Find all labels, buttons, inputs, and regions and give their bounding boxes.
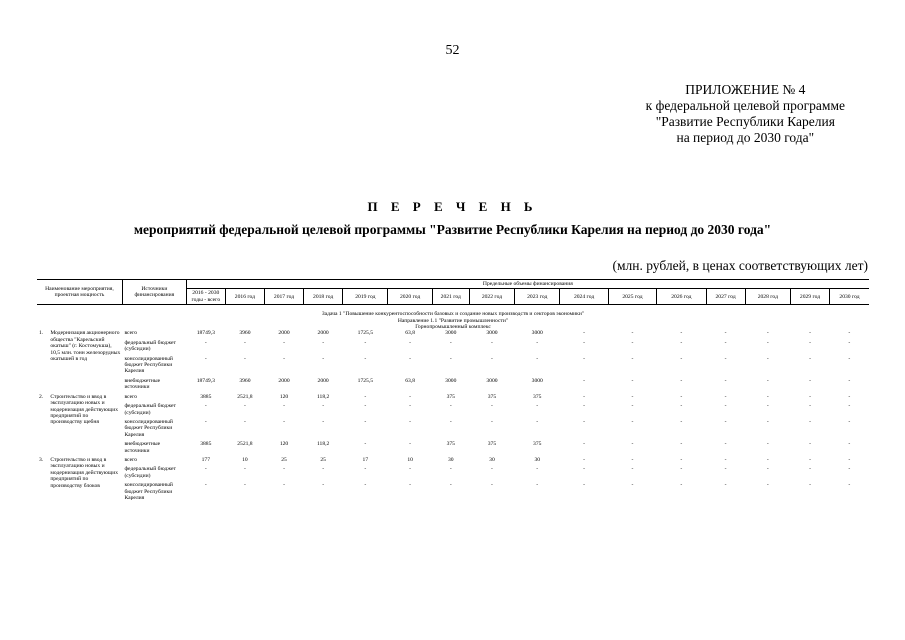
funding-source: всего [124,393,138,400]
funding-value: - [243,355,246,362]
funding-source: консолидированный бюджет Республики Карелия [124,482,173,501]
funding-value: - [364,403,367,410]
funding-value: 3000 [531,330,543,337]
funding-value: - [536,339,539,346]
header-year: 2021 год [432,289,469,305]
funding-value: 10 [407,456,413,463]
funding-value: - [848,403,851,410]
funding-value: - [409,339,412,346]
funding-source: федеральный бюджет (субсидии) [124,339,176,353]
funding-value: - [449,339,452,346]
funding-value: 2000 [317,330,329,337]
funding-value: - [536,418,539,425]
measures-table [37,279,869,504]
funding-value: - [680,377,683,384]
table-body [37,305,869,505]
funding-source: консолидированный бюджет Республики Карелия [124,418,173,438]
funding-value: - [322,339,325,346]
funding-value: - [809,393,811,400]
funding-value: - [724,403,727,410]
funding-value: - [766,482,769,489]
funding-value: - [766,355,769,362]
funding-value: - [680,482,683,489]
funding-source: внебюджетные источники [124,441,161,454]
table-row [37,378,869,394]
table-row [37,482,869,504]
appendix-line: ПРИЛОЖЕНИЕ № 4 [685,82,806,97]
funding-value: - [409,403,412,410]
funding-value: - [491,482,493,489]
funding-value: - [809,418,811,425]
funding-value: - [536,482,539,489]
funding-value: - [848,377,851,384]
item-name: Строительство и ввод в эксплуатацию новых и модернизация действующих предприятий по производству щебня [50,393,119,426]
funding-value: - [283,403,285,410]
funding-value: 177 [201,456,210,463]
header-year: 2016 год [225,289,264,305]
funding-value: - [204,418,207,425]
funding-value: 18749,3 [196,377,215,384]
funding-value: 25 [281,456,287,463]
header-name: Наименование мероприятия, проектная мощность [37,280,122,305]
funding-value: - [766,377,769,384]
funding-value: - [766,466,769,473]
funding-value: - [322,355,325,362]
funding-value: - [364,441,367,448]
funding-value: - [631,482,634,489]
funding-source: консолидированный бюджет Республики Карелия [124,355,173,375]
table-row [37,403,869,419]
appendix-line: "Развитие Республики Карелия [655,114,835,129]
funding-value: - [724,339,727,346]
table-row [37,356,869,378]
funding-value: - [364,482,367,489]
complex-heading: Горнопромышленный комплекс [415,324,491,331]
item-number: 1. [39,330,44,337]
funding-value: - [409,441,412,448]
funding-value: - [631,339,634,346]
funding-value: - [766,330,769,337]
funding-value: 375 [487,441,497,448]
funding-value: 375 [533,441,542,448]
funding-value: 118,2 [316,441,330,448]
funding-value: 2521,8 [237,441,253,448]
header-year: 2017 год [264,289,303,305]
document-subtitle: мероприятий федеральной целевой программы "Развитие Республики Карелия на период до 2030 года" [133,222,772,237]
funding-value: - [631,403,634,410]
funding-value: - [724,355,727,362]
funding-value: - [848,393,851,400]
funding-value: - [631,441,634,448]
funding-value: 18749,3 [196,330,215,337]
funding-value: - [680,393,683,400]
funding-value: - [449,418,452,425]
direction-heading: Направление 1.1 "Развитие промышленности" [397,317,509,324]
funding-value: - [680,456,683,463]
header-year: 2020 год [388,289,432,305]
funding-value: - [583,377,586,384]
page-number: 52 [445,43,460,58]
item-number: 2. [39,393,44,400]
header-total: 2016 - 2030 годы - всего [186,289,225,305]
funding-value: - [631,418,634,425]
funding-source: всего [124,330,138,337]
funding-value: - [766,339,769,346]
header-year: 2024 год [560,289,608,305]
funding-value: - [809,339,811,346]
funding-value: 3000 [445,330,457,337]
funding-value: - [204,355,207,362]
funding-value: - [409,393,412,400]
funding-value: - [724,482,727,489]
funding-value: - [409,466,412,473]
funding-value: - [631,377,634,384]
funding-value: - [243,466,246,473]
header-year: 2023 год [515,289,560,305]
funding-value: - [283,355,285,362]
table-row [37,457,869,466]
funding-value: - [766,418,769,425]
funding-value: - [583,456,586,463]
funding-value: - [848,466,851,473]
funding-value: 118,2 [316,393,330,400]
funding-value: - [322,403,325,410]
funding-value: 3885 [200,441,212,448]
funding-value: - [680,330,683,337]
header-year: 2028 год [745,289,790,305]
funding-value: - [809,466,811,473]
funding-value: - [322,482,325,489]
header-year: 2018 год [304,289,343,305]
funding-value: - [322,466,325,473]
funding-source: федеральный бюджет (субсидии) [124,466,176,479]
funding-value: - [243,482,246,489]
funding-value: 375 [446,441,455,448]
funding-value: - [809,456,811,463]
appendix-line: на период до 2030 года" [676,130,815,145]
item-name: Строительство и ввод в эксплуатацию новых и модернизация действующих предприятий по производству блоков [50,456,119,489]
funding-value: - [724,418,727,425]
appendix-line: к федеральной целевой программе [645,98,845,113]
funding-value: - [809,355,811,362]
funding-value: 30 [534,456,541,463]
funding-source: всего [124,456,138,463]
funding-value: - [583,330,586,337]
funding-value: - [536,355,539,362]
funding-value: 3000 [531,377,543,384]
funding-value: - [204,482,207,489]
funding-value: - [766,456,769,463]
funding-value: - [583,355,586,362]
funding-value: - [583,441,586,448]
funding-value: - [243,403,246,410]
funding-value: - [724,456,727,463]
funding-value: - [204,339,207,346]
item-number: 3. [39,456,44,463]
header-funding-group: Предельные объемы финансирования [186,280,869,289]
header-year: 2019 год [343,289,388,305]
header-year: 2026 год [657,289,706,305]
table-row [37,330,869,339]
funding-value: - [536,466,539,473]
funding-value: - [724,441,727,448]
funding-value: 3000 [486,377,498,384]
funding-value: - [809,330,811,337]
funding-value: - [809,377,811,384]
funding-value: - [583,339,586,346]
funding-source: внебюджетные источники [124,377,161,391]
funding-value: - [491,403,493,410]
funding-value: - [848,441,851,448]
funding-value: 1725,5 [357,330,374,337]
funding-value: - [409,482,412,489]
funding-value: 10 [242,456,248,463]
header-year: 2022 год [469,289,514,305]
funding-value: - [848,418,851,425]
item-name: Модернизация акционерного общества "Карельский окатыш" (г. Костомукша), 10,5 млн. тонн железорудных окатышей в год [50,330,121,363]
funding-value: - [848,456,851,463]
funding-value: - [724,393,727,400]
funding-value: 25 [320,456,326,463]
funding-value: - [680,441,683,448]
document-title: П Е Р Е Ч Е Н Ь [367,199,538,214]
funding-value: - [204,466,207,473]
funding-value: - [409,418,412,425]
funding-value: - [724,330,727,337]
funding-value: 3000 [486,330,498,337]
task-heading: Задача 1 "Повышение конкурентоспособности базовых и создание новых производств и секторов экономики" [321,311,585,318]
funding-value: - [848,330,851,337]
funding-value: 2521,8 [237,393,253,400]
funding-value: 2000 [278,330,290,337]
funding-value: - [848,482,851,489]
funding-value: 3000 [445,377,457,384]
funding-value: - [449,482,452,489]
funding-value: - [766,393,769,400]
funding-source: федеральный бюджет (субсидии) [124,403,176,416]
header-year: 2030 год [830,289,869,305]
funding-value: - [364,466,367,473]
funding-value: - [491,418,493,425]
funding-value: - [631,456,634,463]
funding-value: - [491,339,493,346]
funding-value: - [680,418,683,425]
funding-value: - [283,466,285,473]
funding-value: - [680,403,683,410]
funding-value: - [322,418,325,425]
funding-value: 30 [489,456,495,463]
table-row [37,340,869,356]
funding-value: - [243,339,246,346]
funding-value: - [766,403,769,410]
funding-value: - [583,466,586,473]
funding-value: - [809,441,811,448]
table-row [37,419,869,441]
appendix-block [646,82,845,146]
funding-value: - [491,466,493,473]
funding-value: - [680,355,683,362]
funding-value: - [724,466,727,473]
units-note: (млн. рублей, в ценах соответствующих лет) [612,258,868,273]
funding-value: - [766,441,769,448]
funding-value: 1725,5 [357,377,374,384]
funding-value: 30 [447,456,454,463]
funding-value: - [449,403,452,410]
funding-value: 63,8 [405,377,416,384]
funding-value: - [364,339,367,346]
funding-value: - [848,355,851,362]
funding-value: 2000 [317,377,329,384]
funding-value: - [283,339,285,346]
funding-value: - [364,393,367,400]
funding-value: 63,8 [405,330,416,337]
funding-value: - [724,377,727,384]
header-source: Источники финансирования [122,280,186,305]
funding-value: - [848,339,851,346]
funding-value: - [491,355,493,362]
table-row [37,441,869,457]
funding-value: - [809,482,811,489]
funding-value: - [680,466,683,473]
header-year: 2025 год [608,289,656,305]
table-row [37,394,869,403]
funding-value: - [583,482,586,489]
funding-value: - [204,403,207,410]
funding-value: - [449,355,452,362]
funding-value: 375 [533,393,542,400]
funding-value: - [583,403,586,410]
funding-value: 3960 [239,377,251,384]
funding-value: 17 [362,456,369,463]
funding-value: - [583,418,586,425]
funding-value: - [680,339,683,346]
funding-value: - [631,355,634,362]
funding-value: - [631,330,634,337]
funding-value: 375 [487,393,497,400]
funding-value: 3885 [200,393,212,400]
header-year: 2027 год [706,289,745,305]
funding-value: - [409,355,412,362]
funding-value: - [809,403,811,410]
funding-value: 120 [279,441,289,448]
funding-value: 3960 [239,330,251,337]
funding-value: - [583,393,586,400]
header-year: 2029 год [790,289,829,305]
funding-value: 2000 [278,377,290,384]
funding-value: - [536,403,539,410]
funding-value: - [631,393,634,400]
funding-value: - [449,466,452,473]
funding-value: - [364,355,367,362]
funding-value: - [364,418,367,425]
funding-value: - [243,418,246,425]
funding-value: - [631,466,634,473]
table-row [37,466,869,482]
funding-value: 375 [446,393,455,400]
funding-value: - [283,418,285,425]
funding-value: 120 [279,393,289,400]
funding-value: - [283,482,285,489]
